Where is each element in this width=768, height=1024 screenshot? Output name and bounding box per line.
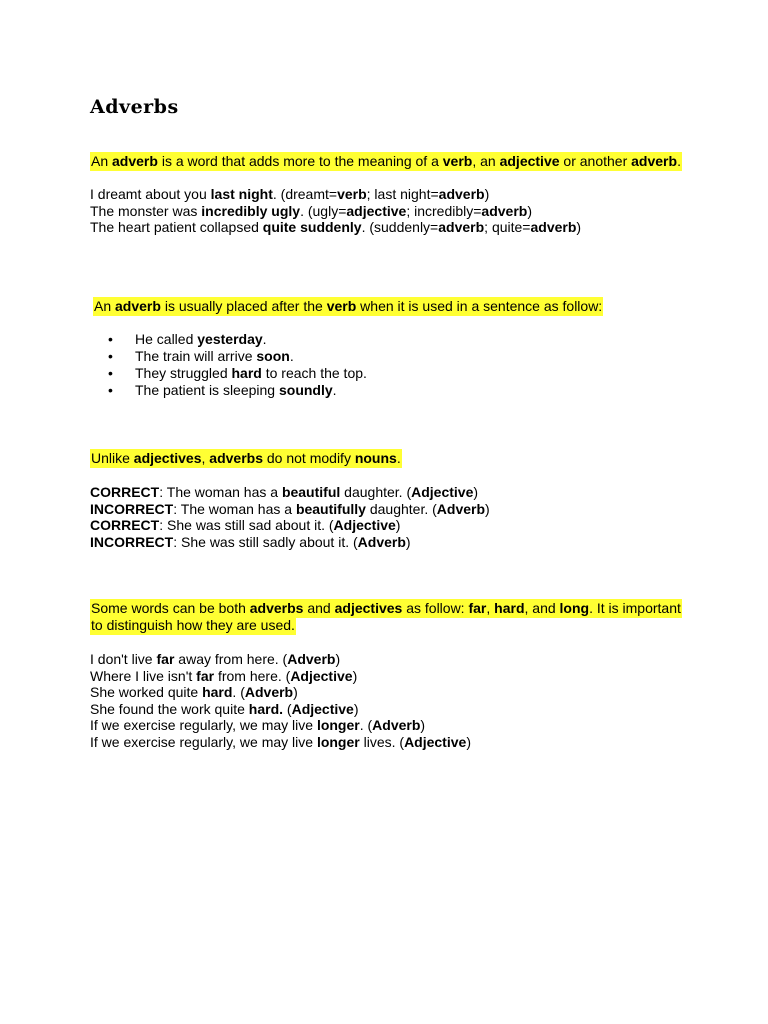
bold-term: far <box>156 651 175 667</box>
text-run: ( <box>283 700 292 717</box>
text-run: He called <box>135 331 198 347</box>
example-line <box>90 651 471 668</box>
text-run: to distinguish how they are used. <box>91 617 295 633</box>
list-item <box>108 365 367 382</box>
bold-term: incredibly ugly <box>201 202 301 219</box>
text-run: ) <box>335 651 341 667</box>
example-line <box>90 684 471 701</box>
correct-incorrect-examples <box>90 484 490 550</box>
text-run: ) <box>353 700 359 717</box>
bold-term: longer <box>316 717 360 733</box>
highlighted-text <box>90 152 682 171</box>
nouns-highlight <box>90 450 402 467</box>
bold-term: INCORRECT <box>90 533 174 550</box>
text-run: If we exercise regularly, we may live <box>90 717 317 733</box>
bold-term: adjective <box>346 202 407 219</box>
text-run: ) <box>485 500 490 517</box>
text-run: ) <box>352 667 358 684</box>
placement-examples-list <box>108 331 367 399</box>
text-run: to reach the top. <box>261 365 367 381</box>
text-run: ; quite= <box>484 219 531 235</box>
bold-term: adverbs <box>209 450 263 466</box>
text-run: The monster was <box>90 202 202 219</box>
bold-term: soundly <box>278 382 333 398</box>
text-run: or another <box>559 153 632 169</box>
text-run: I don't live <box>90 651 157 667</box>
text-run: . <box>262 331 267 347</box>
bold-term: hard <box>494 600 525 616</box>
text-run: . <box>332 382 337 398</box>
bold-term: verb <box>337 186 367 202</box>
text-run: Unlike <box>91 450 134 466</box>
example-line <box>90 534 490 551</box>
bold-term: long <box>559 600 590 616</box>
example-line <box>90 501 490 518</box>
example-line <box>90 701 471 718</box>
bold-term: verb <box>326 298 357 314</box>
text-run: , <box>486 600 495 616</box>
list-item <box>108 348 367 365</box>
bold-term: Adjective <box>290 667 353 684</box>
example-line <box>90 203 581 220</box>
bold-term: hard <box>231 365 262 381</box>
text-run: . <box>289 348 294 364</box>
text-run: : The woman has a <box>159 484 282 500</box>
bold-term: Adjective <box>404 733 467 750</box>
bold-term: verb <box>442 153 473 169</box>
bold-term: adjectives <box>133 450 202 466</box>
text-run: ) <box>484 186 490 202</box>
example-line <box>90 717 471 734</box>
highlighted-text <box>90 616 296 635</box>
bold-term: Adverb <box>436 500 486 517</box>
text-run: as follow: <box>402 600 469 616</box>
text-run: . ( <box>232 684 245 700</box>
bold-term: hard <box>202 684 233 700</box>
example-line <box>90 219 581 236</box>
text-run: ; last night= <box>366 186 439 202</box>
page-title: Adverbs <box>90 96 179 118</box>
text-run: : She was still sadly about it. ( <box>173 533 358 550</box>
both-examples <box>90 651 471 750</box>
text-run: ) <box>527 202 533 219</box>
definition-examples <box>90 186 581 236</box>
bold-term: nouns <box>354 450 397 466</box>
bold-term: yesterday <box>197 331 263 347</box>
text-run: ; incredibly= <box>406 202 482 219</box>
bold-term: Adjective <box>291 700 354 717</box>
highlighted-text <box>90 449 402 468</box>
bold-term: adjectives <box>334 600 403 616</box>
bold-term: adverb <box>438 219 485 235</box>
example-line <box>90 484 490 501</box>
text-run: . It is important <box>589 600 681 616</box>
text-run: . (ugly= <box>300 202 347 219</box>
text-run: Where I live isn't <box>90 667 197 684</box>
highlighted-text <box>93 297 603 316</box>
bold-term: last night <box>210 186 273 202</box>
text-run: If we exercise regularly, we may live <box>90 733 317 750</box>
bold-term: Adverb <box>244 684 294 700</box>
text-run: ) <box>293 684 298 700</box>
example-line <box>90 734 471 751</box>
text-run: The train will arrive <box>135 348 257 364</box>
bold-term: Adverb <box>357 533 406 550</box>
bold-term: adverbs <box>249 600 304 616</box>
text-run: They struggled <box>135 365 232 381</box>
text-run: . (suddenly= <box>361 219 439 235</box>
text-run: ) <box>395 517 401 533</box>
text-run: An <box>91 153 113 169</box>
example-line <box>90 186 581 203</box>
list-item <box>108 331 367 348</box>
list-item <box>108 382 367 399</box>
bold-term: adverb <box>112 153 158 169</box>
bold-term: quite suddenly <box>262 219 362 235</box>
text-run: daughter. ( <box>365 500 437 517</box>
text-run: when it is used in a sentence as follow: <box>356 298 603 314</box>
bold-term: CORRECT <box>90 484 160 500</box>
bold-term: beautifully <box>295 500 366 517</box>
text-run: is a word that adds more to the meaning of a <box>157 153 443 169</box>
text-run: is usually placed after the <box>160 298 327 314</box>
bold-term: adjective <box>499 153 560 169</box>
text-run: , <box>201 450 210 466</box>
text-run: : The woman has a <box>173 500 296 517</box>
text-run: , and <box>524 600 560 616</box>
bold-term: far <box>196 667 215 684</box>
text-run: : She was still sad about it. ( <box>159 517 334 533</box>
bold-term: adverb <box>438 186 485 202</box>
bold-term: adverb <box>115 298 161 314</box>
bold-term: beautiful <box>281 484 341 500</box>
text-run: She worked quite <box>90 684 203 700</box>
text-run: lives. ( <box>359 733 405 750</box>
bold-term: CORRECT <box>90 517 160 533</box>
example-line <box>90 517 490 534</box>
text-run: ) <box>420 717 426 733</box>
text-run: ) <box>405 533 411 550</box>
bold-term: longer <box>316 733 360 750</box>
bold-term: soon <box>256 348 290 364</box>
bold-term: adverb <box>530 219 577 235</box>
text-run: ) <box>576 219 582 235</box>
bold-term: hard. <box>248 700 284 717</box>
text-run: ) <box>466 733 471 750</box>
text-run: The patient is sleeping <box>135 382 279 398</box>
text-run: do not modify <box>263 450 355 466</box>
text-run: She found the work quite <box>90 700 249 717</box>
text-run: . <box>396 450 401 466</box>
bold-term: adverb <box>481 202 528 219</box>
text-run: Some words can be both <box>91 600 250 616</box>
bold-term: adverb <box>631 153 678 169</box>
bold-term: far <box>468 600 487 616</box>
both-highlight <box>90 600 682 634</box>
bold-term: INCORRECT <box>90 500 174 517</box>
bold-term: Adjective <box>411 484 474 500</box>
text-run: ) <box>473 484 479 500</box>
text-run: . (dreamt= <box>272 186 338 202</box>
text-run: . ( <box>359 717 373 733</box>
text-run: The heart patient collapsed <box>90 219 263 235</box>
bold-term: Adverb <box>287 651 336 667</box>
text-run: daughter. ( <box>340 484 412 500</box>
placement-highlight <box>93 298 603 315</box>
text-run: An <box>94 298 116 314</box>
text-run: , an <box>472 153 500 169</box>
text-run: I dreamt about you <box>90 186 211 202</box>
bold-term: Adverb <box>372 717 421 733</box>
text-run: from here. ( <box>214 667 291 684</box>
text-run: away from here. ( <box>174 651 288 667</box>
example-line <box>90 668 471 685</box>
text-run: . <box>677 153 681 169</box>
definition-highlight <box>90 153 682 170</box>
bold-term: Adjective <box>333 517 396 533</box>
text-run: and <box>303 600 335 616</box>
